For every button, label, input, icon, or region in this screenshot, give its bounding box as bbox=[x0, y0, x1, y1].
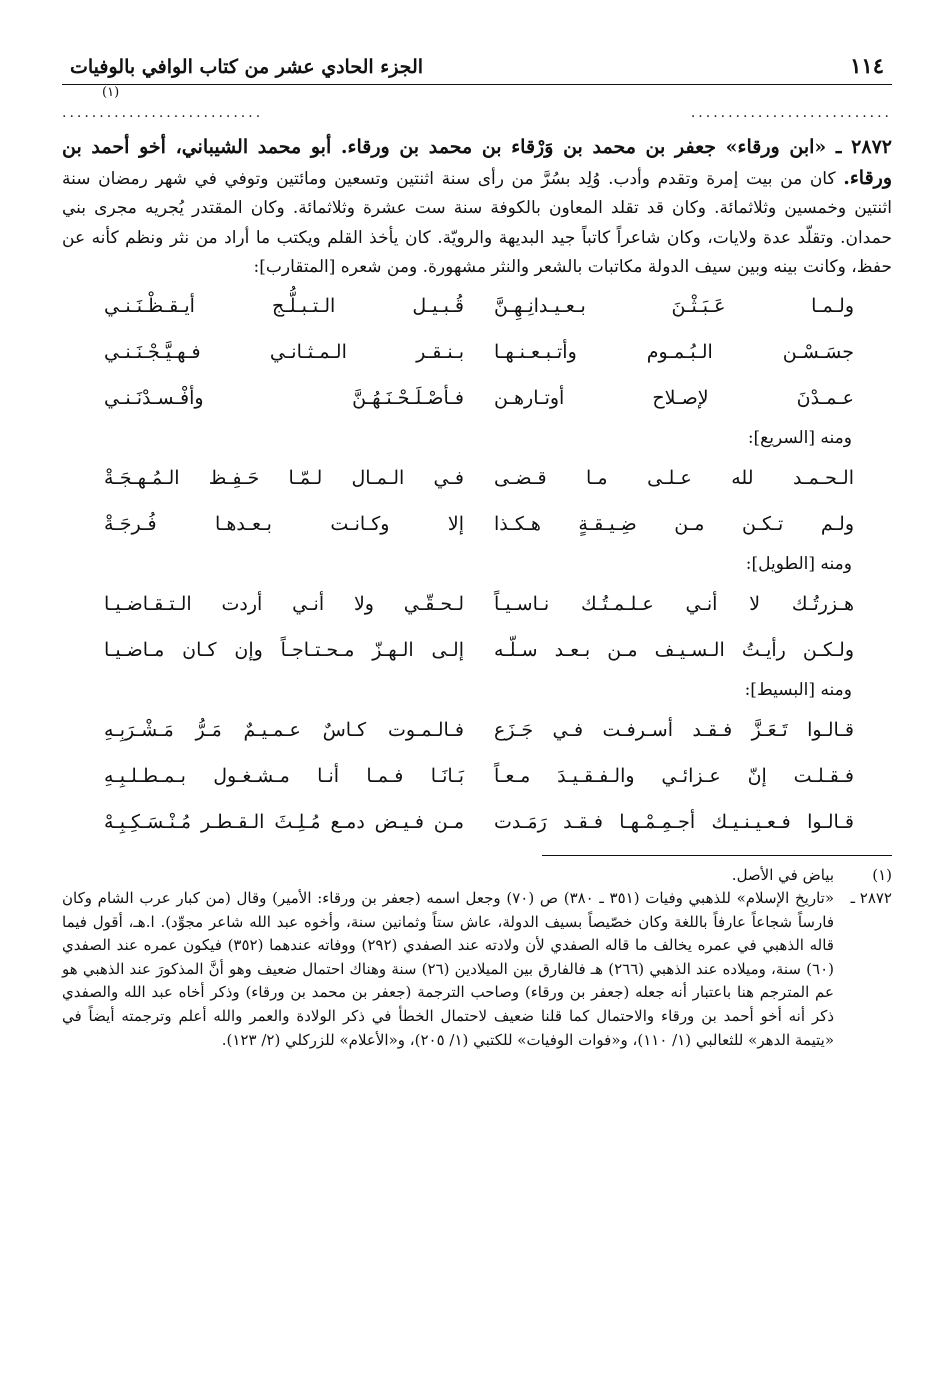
lacuna-footnote-marker: (١) bbox=[102, 85, 120, 100]
verse-first-hemistich: هـزرتُـك لا أنـي عـلـمـتُـك نـاسـيـاً bbox=[494, 592, 854, 615]
book-title: الجزء الحادي عشر من كتاب الوافي بالوفيات bbox=[70, 56, 424, 78]
footnote bbox=[62, 887, 892, 1052]
page-number: ١١٤ bbox=[850, 53, 884, 78]
verse-second-hemistich: بـنـقـر الـمـثـانـي فـهـيَّـجْـنَـنـي bbox=[104, 340, 464, 363]
verse-first-hemistich: ولـمـا عَـبَـثْـنَ بـعـيـدانِـهِـنَّ bbox=[494, 294, 854, 317]
verse-line bbox=[62, 283, 892, 329]
verse-line bbox=[62, 455, 892, 501]
lacuna-dots-left: ........................... bbox=[62, 105, 264, 121]
verse-line bbox=[62, 707, 892, 753]
verse-second-hemistich: قُـبـيـل الـتـبـلُّـج أيـقـظْـنَـنـي bbox=[104, 294, 464, 317]
footnote-text: بياض في الأصل. bbox=[731, 865, 834, 884]
lacuna-row bbox=[62, 85, 892, 129]
verse-second-hemistich: فـالـمـوت كـاسٌ عـمـيـمٌ مَـرُّ مَـشْـرَبِـهِ bbox=[104, 718, 464, 741]
verse-first-hemistich: الـحـمـد لله عـلـى مـا قـضـى bbox=[494, 466, 854, 489]
entry-heading: ٢٨٧٢ ـ «ابن ورقاء» جعفر بن محمد بن وَرْقاء بن محمد بن ورقاء. أبو محمد الشيباني، أخو أحمد بن ورقاء. bbox=[62, 136, 893, 189]
verse-line bbox=[62, 501, 892, 547]
footnote bbox=[62, 864, 892, 888]
page bbox=[62, 42, 892, 1052]
verse-first-hemistich: ولـكـن رأيـتُ الـسـيـف مـن بـعـد سـلّـه bbox=[494, 638, 854, 661]
verse-line bbox=[62, 627, 892, 673]
verse-first-hemistich: جسَـسْـن الـبُـمـوم وأتـبـعـنـهـا bbox=[494, 340, 854, 363]
poems bbox=[62, 283, 892, 845]
verse-second-hemistich: فـأصْـلَـحْـنَـهُـنَّ وأفْـسـدْنَـنـي bbox=[104, 386, 464, 409]
verse-second-hemistich: فـي الـمـال لـمّـا حَـفِـظ الـمُـهـجَـةْ bbox=[104, 466, 464, 489]
poem-meter-label: ومنه [البسيط]: bbox=[744, 679, 852, 700]
verse-first-hemistich: قـالـوا فـعـيـنـيـك أجـمِـمْـهـا فـقـد رَمَـدت bbox=[494, 810, 854, 833]
verse-line bbox=[62, 581, 892, 627]
verse-line bbox=[62, 329, 892, 375]
footnote-text: «تاريخ الإسلام» للذهبي وفيات (٣٥١ ـ ٣٨٠) ص (٧٠) وجعل اسمه (جعفر بن ورقاء: الأمير) وقال (من كبار عرب الشام وكان فارساً شجاعاً عارفاً باللغة وكان خصّيصاً بسيف الدولة، عاش ستاً وثمانين سنة، وأخوه عبد الله شاعر مجوِّد). ا.هـ، أقول فيما قاله الذهبي في عمره يخالف ما قاله الصفدي لأن ولادته عند الصفدي (٢٩٢) ووفاته عندهما (٣٥٢) فيكون عمره عند الصفدي (٦٠) سنة، وميلاده عند الذهبي (٢٦٦) هـ فالفارق بين الميلادين (٢٦) سنة وهناك احتمال ضعيف وهو أنَّ المذكورَ عند الذهبي هو عم المترجم هنا باعتبار أنه جعله (جعفر بن ورقاء) وصاحب الترجمة (جعفر بن محمد بن ورقاء) وذكر أخاه عبد الله والصفدي ذكر أنه أخو أحمد بن ورقاء والاحتمال كما قلنا ضعيف لاحتمال الخطأ في ذكر الولادة والعمر والله أعلم وترجمته أيضاً في «يتيمة الدهر» للثعالبي (١/ ١١٠)، و«فوات الوفيات» للكتبي (١/ ٢٠٥)، و«الأعلام» للزركلي (٢/ ١٢٣). bbox=[62, 889, 835, 1049]
verse-first-hemistich: ولـم تـكـن مـن ضِـيـقـةٍ هـكـذا bbox=[494, 512, 854, 535]
verse-first-hemistich: فـقـلـت إنّ عـزائـي والـفـقـيـدَ مـعـاً bbox=[494, 764, 854, 787]
footnote-rule bbox=[542, 855, 892, 856]
verse-first-hemistich: عـمـدْنَ لإصـلاح أوتـارهـن bbox=[494, 386, 854, 409]
verse-line bbox=[62, 753, 892, 799]
entry-body: كان من بيت إمرة وتقدم وأدب. وُلِد بسُرَّ من رأى سنة اثنتين وتسعين ومائتين وتوفي في شهر رمضان سنة اثنتين وخمسين وثلاثمائة. وكان قد تقلد المعاون بالكوفة سنة ست عشرة وثلاثمائة. وكان المقتدر يُجريه مجرى بني حمدان. وتقلّد عدة ولايات، وكان شاعراً كاتباً جيد البديهة والرويّة. كان يأخذ القلم ويكتب ما أراد من نثر ونظم كأنه عن حفظ، وكانت بينه وبين سيف الدولة مكاتبات بالشعر والنثر مشهورة. ومن شعره [المتقارب]: bbox=[62, 168, 892, 277]
verse-second-hemistich: إلا وكـانـت بـعـدهـا فُـرجَـةْ bbox=[104, 512, 464, 535]
footnote-marker: (١) bbox=[872, 865, 892, 884]
verse-second-hemistich: إلـى الـهـزّ مـحـتـاجـاً وإن كـان مـاضـيـا bbox=[104, 638, 464, 661]
verse-first-hemistich: قـالـوا تَـعَـزَّ فـقـد أسـرفـت فـي جَـزَع bbox=[494, 718, 854, 741]
verse-second-hemistich: مـن فـيـض دمـع مُـلِـثَ الـقـطـر مُـنْـسَـكِـبِـهْ bbox=[104, 810, 464, 833]
verse-second-hemistich: لـحـقّـي ولا أنـي أردت الـتـقـاضـيـا bbox=[104, 592, 464, 615]
lacuna-dots-right: ........................... bbox=[690, 105, 892, 121]
verse-line bbox=[62, 375, 892, 421]
footnote-marker: ٢٨٧٢ ـ bbox=[850, 889, 892, 908]
poem-meter-label: ومنه [السريع]: bbox=[747, 427, 852, 448]
running-header bbox=[62, 42, 892, 78]
entry-text bbox=[62, 133, 892, 283]
verse-line bbox=[62, 799, 892, 845]
verse-second-hemistich: بَـانَـا فـمـا أنـا مـشـغـول بـمـطـلـبِـهِ bbox=[104, 764, 464, 787]
poem-meter-label: ومنه [الطويل]: bbox=[745, 553, 852, 574]
footnotes bbox=[62, 864, 892, 1053]
